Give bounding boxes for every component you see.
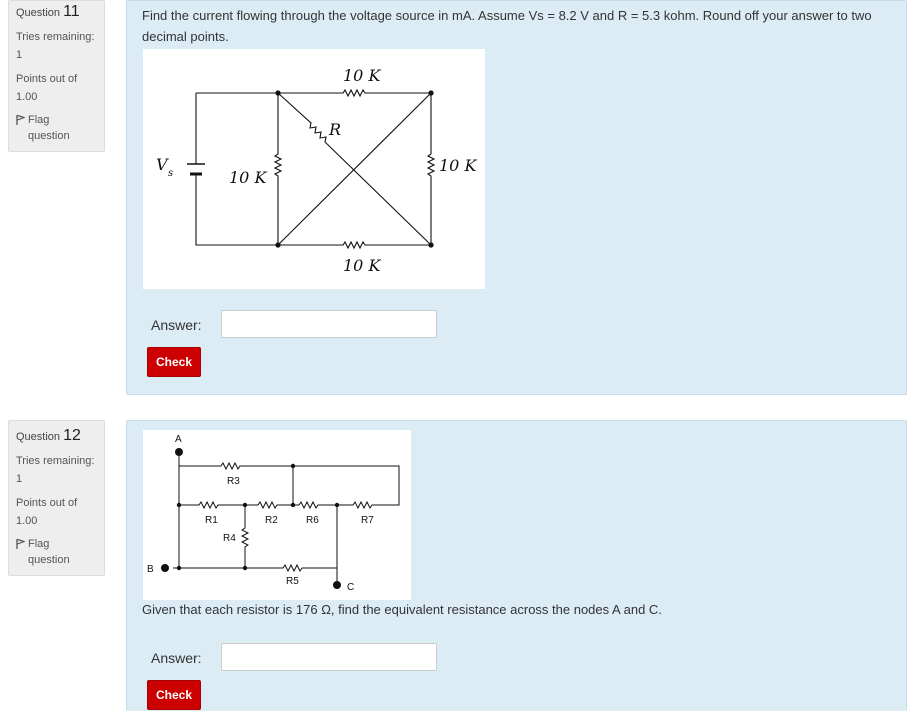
tries-remaining-label: Tries remaining: (16, 31, 95, 43)
circuit-diagram (143, 49, 485, 289)
resistor-r6-label: R6 (306, 515, 319, 526)
resistor-r7-label: R7 (361, 515, 374, 526)
circuit-node (177, 503, 181, 507)
question-label: Question (16, 431, 61, 443)
flag-question-toggle[interactable] (16, 536, 76, 568)
points-value: 1.00 (16, 515, 38, 527)
label-left-resistor: 10 K (229, 168, 267, 187)
node-c-label: C (347, 582, 355, 593)
circuit-node (177, 566, 181, 570)
question-formulation (126, 420, 907, 711)
label-bottom-resistor: 10 K (343, 256, 381, 275)
circuit-node (275, 90, 280, 95)
circuit-node (428, 242, 433, 247)
check-button[interactable]: Check (147, 680, 201, 710)
question-info-panel (8, 420, 105, 576)
resistor-network-figure (143, 430, 411, 600)
question-label: Question (16, 7, 61, 19)
node-b-terminal (161, 564, 169, 572)
label-voltage-source: V (156, 155, 168, 174)
resistor-network-diagram (143, 430, 411, 600)
node-a-terminal (175, 448, 183, 456)
question-info-panel (8, 0, 105, 152)
flag-question-label: Flag question (28, 538, 70, 566)
label-voltage-source-subscript: s (168, 168, 174, 179)
answer-input[interactable] (221, 643, 437, 671)
circuit-node (275, 242, 280, 247)
points-label: Points out of (16, 73, 78, 85)
label-top-resistor: 10 K (343, 66, 381, 85)
resistor-r5-label: R5 (286, 576, 299, 587)
resistor-r1-label: R1 (205, 515, 218, 526)
node-b-label: B (147, 564, 154, 575)
question-formulation (126, 0, 907, 395)
question-number-value: 11 (63, 3, 80, 20)
flag-icon (16, 114, 25, 126)
question-text: Given that each resistor is 176 Ω, find the equivalent resistance across the nodes A and C. (142, 602, 662, 617)
circuit-node (335, 503, 339, 507)
circuit-node (291, 503, 295, 507)
resistor-r2-label: R2 (265, 515, 278, 526)
flag-question-label: Flag question (28, 114, 70, 142)
question-number-value: 12 (63, 427, 81, 444)
points-value: 1.00 (16, 91, 38, 103)
tries-remaining-value: 1 (16, 49, 23, 61)
circuit-node (291, 464, 295, 468)
flag-icon (16, 538, 25, 550)
check-button[interactable]: Check (147, 347, 201, 377)
circuit-node (243, 503, 247, 507)
node-a-label: A (175, 434, 182, 445)
question-text: Find the current flowing through the voltage source in mA. Assume Vs = 8.2 V and R = 5.3 kohm. Round off your answer to two decimal points. (142, 8, 872, 44)
circuit-node (243, 566, 247, 570)
label-right-resistor: 10 K (439, 156, 477, 175)
answer-label: Answer: (151, 317, 202, 333)
points-label: Points out of (16, 497, 78, 509)
node-c-terminal (333, 581, 341, 589)
resistor-r3-label: R3 (227, 476, 240, 487)
tries-remaining-value: 1 (16, 473, 23, 485)
question-number (16, 427, 104, 446)
answer-input[interactable] (221, 310, 437, 338)
tries-remaining-label: Tries remaining: (16, 455, 95, 467)
circuit-figure (143, 49, 485, 289)
answer-label: Answer: (151, 650, 202, 666)
flag-question-toggle[interactable] (16, 112, 76, 144)
circuit-node (428, 90, 433, 95)
question-number (16, 3, 104, 22)
label-r-resistor: R (329, 120, 342, 139)
resistor-r4-label: R4 (223, 533, 236, 544)
